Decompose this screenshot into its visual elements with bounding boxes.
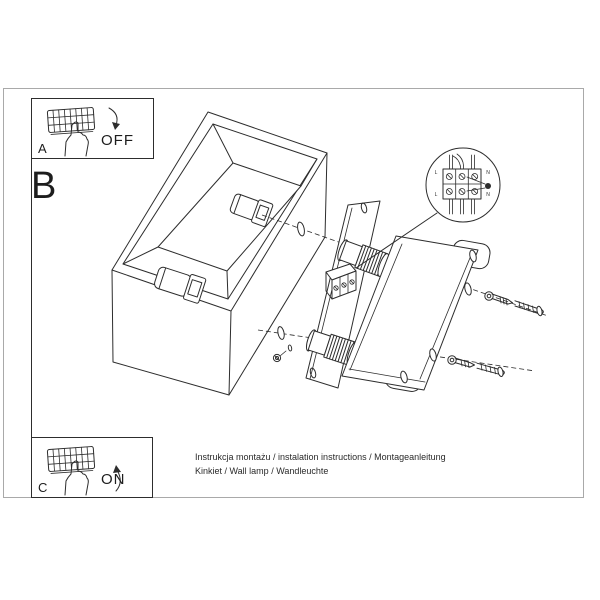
bracket-hole <box>464 282 473 295</box>
wood-screw-and-plug <box>448 356 505 377</box>
caption-line-1: Instrukcja montażu / instalation instructions / Montageanleitung <box>195 452 446 462</box>
lamp-housing <box>112 112 327 395</box>
step-label: C <box>38 480 48 495</box>
switch-state-on: ON <box>101 471 126 488</box>
neutral-wire-label: N <box>486 192 490 198</box>
live-wire-label: L <box>434 170 438 176</box>
caption-line-2: Kinkiet / Wall lamp / Wandleuchte <box>195 466 329 476</box>
switch-state-off: OFF <box>101 132 134 149</box>
step-b-label: B <box>31 165 57 207</box>
step-label: A <box>38 141 47 156</box>
live-wire-label: L <box>434 192 438 198</box>
housing-hole <box>277 326 286 340</box>
neutral-wire-label: N <box>486 170 490 176</box>
detail-magnifier <box>426 148 500 222</box>
fixing-screw <box>273 345 292 362</box>
